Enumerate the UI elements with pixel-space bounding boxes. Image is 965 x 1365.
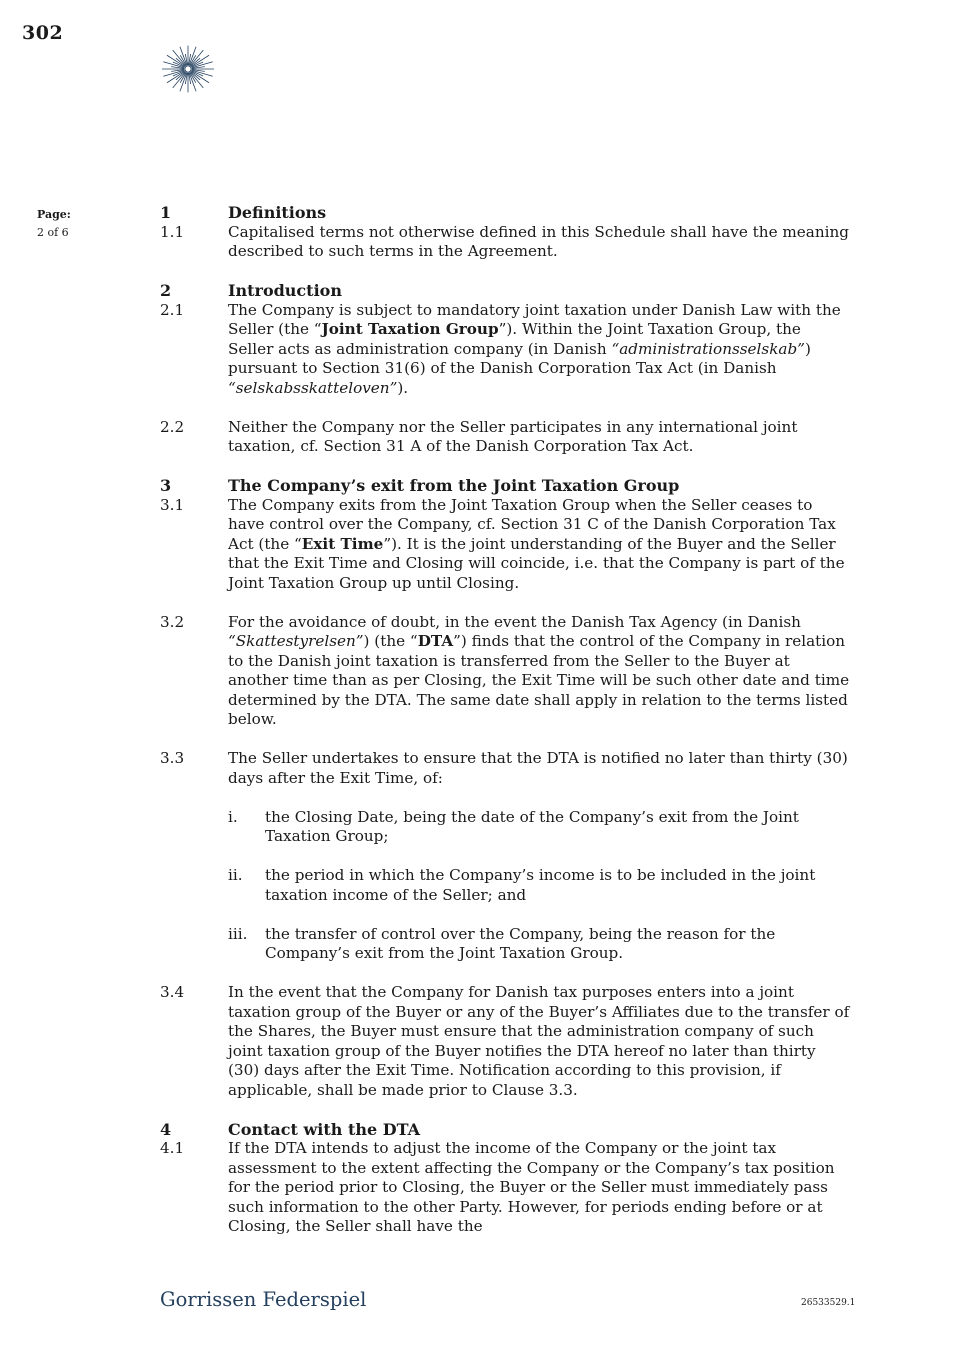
clause [160, 223, 850, 262]
clause-text [228, 223, 850, 262]
clause [160, 983, 850, 1100]
list-item [228, 866, 850, 905]
clause-number: 1.1 [160, 222, 185, 241]
list-item-number: ii. [228, 866, 243, 884]
section-number: 3 [160, 476, 172, 495]
text-segment: The Seller undertakes to ensure that the DTA is notified no later than thirty (30) days after the Exit Time, of: [228, 749, 848, 787]
clause-number: 3.3 [160, 749, 185, 767]
clause-text [228, 418, 850, 457]
section-heading [160, 203, 850, 223]
section-title: Contact with the DTA [228, 1119, 421, 1139]
clause-gap [160, 964, 850, 984]
clause-paragraph [228, 496, 850, 594]
sunburst-logo [159, 44, 217, 94]
text-segment: “Skattestyrelsen” [228, 632, 364, 650]
clause [160, 1139, 850, 1237]
list-item-text: the transfer of control over the Company, being the reason for the Company’s exit from the Joint Taxation Group. [265, 924, 776, 962]
clause-text [228, 1139, 850, 1237]
clause [160, 613, 850, 730]
list-item [228, 925, 850, 964]
text-segment: ). [397, 378, 409, 397]
list-item-text: the period in which the Company’s income is to be included in the joint taxation income of the Seller; and [265, 866, 816, 904]
page-indicator [37, 206, 71, 242]
section-heading [160, 281, 850, 301]
section-heading [160, 1120, 850, 1140]
clause-paragraph [228, 613, 850, 730]
text-segment: Exit Time [301, 534, 384, 553]
list-item-text: the Closing Date, being the date of the Company’s exit from the Joint Taxation Group; [265, 807, 799, 845]
clause-paragraph [228, 301, 850, 399]
clause [160, 301, 850, 399]
text-segment: In the event that the Company for Danish tax purposes enters into a joint taxation group of the Buyer or any of the Buyer’s Affiliates due to the transfer of the Shares, the Buyer must ensure that the administration company of such joint taxation group of the Buyer notifies the DTA hereof no later than thirty (30) days after the Exit Time. Notification according to this provision, if applicable, shall be made prior to Clause 3.3. [228, 983, 850, 1099]
section-number: 4 [160, 1119, 172, 1139]
text-segment: ) (the “ [363, 632, 418, 650]
list-item [228, 808, 850, 847]
section-title: Introduction [228, 281, 342, 300]
clause-paragraph [228, 749, 850, 788]
text-segment: ”). Within the Joint Taxation Group, the Seller acts as administration company (in Danish [228, 320, 801, 358]
text-segment: “selskabsskatteloven” [228, 378, 398, 397]
page-label: Page: [37, 208, 71, 221]
clause-gap [160, 593, 850, 613]
footer-brand: Gorrissen Federspiel [160, 1288, 367, 1311]
footer-doc-ref: 26533529.1 [801, 1298, 856, 1308]
clause-paragraph [228, 983, 850, 1100]
section-heading [160, 476, 850, 496]
section-number: 2 [160, 281, 172, 300]
clause-number: 3.4 [160, 983, 185, 1001]
list-item-number: iii. [228, 924, 248, 943]
list-item-number: i. [228, 807, 238, 826]
clause-gap [160, 730, 850, 750]
clause-text [228, 749, 850, 964]
page-number: 302 [22, 22, 64, 44]
text-segment: Capitalised terms not otherwise defined in this Schedule shall have the meaning described to such terms in the Agreement. [228, 222, 849, 260]
clause-paragraph [228, 1139, 850, 1237]
section-gap [160, 457, 850, 477]
clause-number: 3.2 [160, 612, 185, 631]
text-segment: ”). It is the joint understanding of the Buyer and the Seller that the Exit Time and Closing will coincide, i.e. that the Company is part of the Joint Taxation Group up until Closing. [228, 534, 845, 592]
logo-center [185, 66, 191, 72]
document-body [160, 203, 850, 1237]
text-segment: Neither the Company nor the Seller participates in any international joint taxation, cf. Section 31 A of the Danish Corporation Tax Act. [228, 417, 798, 455]
clause-number: 2.2 [160, 417, 185, 436]
clause [160, 418, 850, 457]
text-segment: If the DTA intends to adjust the income of the Company or the joint tax assessment to the extent affecting the Company or the Company’s tax position for the period prior to Closing, the Buyer or the Seller must immediately pass such information to the other Party. However, for periods ending before or at Closing, the Seller shall have the [228, 1139, 835, 1235]
page-count: 2 of 6 [37, 226, 69, 239]
clause-number: 3.1 [160, 495, 185, 514]
text-segment: Joint Taxation Group [321, 320, 499, 338]
text-segment: ) pursuant to Section 31(6) of the Danish Corporation Tax Act (in Danish [228, 339, 811, 377]
text-segment: The Company is subject to mandatory joint taxation under Danish Law with the Seller (the “ [228, 300, 841, 338]
text-segment: ”) finds that the control of the Company in relation to the Danish joint taxation is transferred from the Seller to the Buyer at another time than as per Closing, the Exit Time will be such other date and time determined by the DTA. The same date shall apply in relation to the terms listed below. [228, 632, 850, 728]
clause-number: 2.1 [160, 300, 185, 319]
list-gap [228, 788, 850, 808]
text-segment: DTA [417, 632, 454, 650]
section-title: Definitions [228, 203, 327, 222]
text-segment: “administrationsselskab” [611, 339, 805, 358]
section-title: The Company’s exit from the Joint Taxation Group [228, 476, 680, 495]
list-gap [228, 847, 850, 867]
section-number: 1 [160, 203, 172, 222]
clause-paragraph [228, 418, 850, 457]
section-gap [160, 1100, 850, 1120]
text-segment: The Company exits from the Joint Taxation Group when the Seller ceases to have control over the Company, cf. Section 31 C of the Danish Corporation Tax Act (the “ [228, 495, 836, 553]
clause-text [228, 301, 850, 399]
clause-text [228, 613, 850, 730]
list-gap [228, 905, 850, 925]
text-segment: For the avoidance of doubt, in the event the Danish Tax Agency (in Danish [228, 612, 801, 631]
section-gap [160, 262, 850, 282]
clause-gap [160, 398, 850, 418]
clause-text [228, 983, 850, 1100]
clause [160, 496, 850, 594]
clause-text [228, 496, 850, 594]
clause-paragraph [228, 223, 850, 262]
clause [160, 749, 850, 964]
clause-number: 4.1 [160, 1139, 185, 1157]
